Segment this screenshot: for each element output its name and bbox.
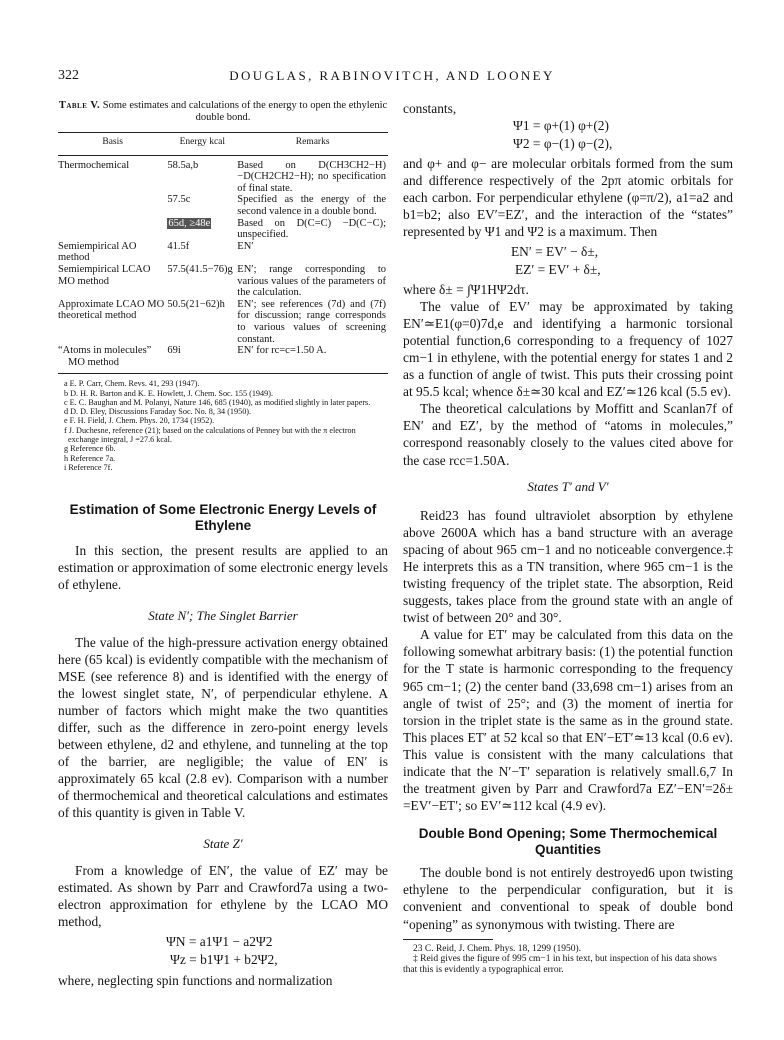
equation: EN′ = EV′ − δ±, xyxy=(511,243,599,259)
table-row xyxy=(58,241,388,264)
cell-remarks: Specified as the energy of the second valence in a double bond. xyxy=(237,194,386,217)
equation: EZ′ = EV′ + δ±, xyxy=(515,261,601,277)
cell-basis xyxy=(58,218,167,241)
subsection-heading: State N′; The Singlet Barrier xyxy=(148,607,298,623)
paragraph: From a knowledge of EN′, the value of EZ′ may be estimated. As shown by Parr and Crawford7a using a two-electron approximation for ethylene by the LCAO MO method, xyxy=(58,862,388,929)
paragraph: The double bond is not entirely destroyed6 upon twisting ethylene to the perpendicular configuration, but it is convenient and conventional to speak of double bond “opening” as synonymous with twisting. There are xyxy=(403,865,733,932)
footnote-rule xyxy=(403,939,493,940)
table-footnote: i Reference 7f. xyxy=(64,462,113,472)
paragraph: Reid23 has found ultraviolet absorption by ethylene above 2600A which has a band structure with an average spacing of about 965 cm−1 and no noticeable convergence.‡ He interprets this as a TN transition, where 965 cm−1 is the twisting frequency of the triplet state. The absorption, Reid suggests, takes place from the ground state with an angle of twist of between 20° and 30°. xyxy=(403,507,733,626)
cell-energy: 50.5(21−62)h xyxy=(167,298,225,310)
table-footnote: h Reference 7a. xyxy=(64,453,116,463)
cell-remarks: EN′ for rc=c=1.50 A. xyxy=(237,345,388,374)
footnote: 23 C. Reid, J. Chem. Phys. 18, 1299 (1950). xyxy=(413,943,582,954)
running-head: DOUGLAS, RABINOVITCH, AND LOONEY xyxy=(229,68,555,83)
cell-basis: Approximate LCAO MO theoretical method xyxy=(58,298,165,322)
table-caption-label: Table V. xyxy=(58,100,101,111)
table-footnote: a E. P. Carr, Chem. Revs. 41, 293 (1947). xyxy=(64,379,200,389)
table-caption-text: Some estimates and calculations of the energy to open the ethylenic double bond. xyxy=(102,100,388,123)
equation: Ψ2 = φ−(1) φ−(2), xyxy=(513,136,613,152)
paragraph: The theoretical calculations by Moffitt and Scanlan7f of EN′ and EZ′, by the method of “atoms in molecules,” correspond reasonably closely to the values cited above for the case rcc=1.50A. xyxy=(403,401,733,468)
table-row xyxy=(58,299,388,345)
cell-basis: Semiempirical LCAO MO method xyxy=(58,263,151,287)
paragraph: constants, xyxy=(403,101,457,116)
right-column xyxy=(403,100,733,975)
footnote: ‡ Reid gives the figure of 995 cm−1 in his text, but inspection of his data shows that this is evidently a typographical error. xyxy=(403,954,717,975)
equation: Ψ1 = φ+(1) φ+(2) xyxy=(513,118,609,134)
page-number: 322 xyxy=(58,68,79,83)
cell-energy: 58.5a,b xyxy=(167,159,199,171)
table-row xyxy=(58,264,388,299)
cell-remarks: EN′ xyxy=(237,240,254,252)
table-footnotes xyxy=(58,379,388,472)
paragraph: The value of the high-pressure activation energy obtained here (65 kcal) is evidently compatible with the mechanism of MSE (see reference 8) and is identified with the energy of the lowest singlet state, N′, of perpendicular ethylene. A number of factors which might make the two quantities differ, such as the difference in zero-point energy levels between ethylene, d2 and ethylene, and tunneling at the top of the barrier, are negligible; the value of EN′ is approximately 65 kcal (2.8 ev). Comparison with a number of thermochemical and theoretical calculations and estimates of this quantity is given in Table V. xyxy=(58,634,388,821)
cell-energy: 57.5c xyxy=(167,194,191,206)
table-footnote: c E. C. Baughan and M. Polanyi, Nature 146, 685 (1940), as modified slightly in later papers. xyxy=(64,397,371,407)
table-header-row xyxy=(58,133,388,156)
cell-basis xyxy=(58,194,167,217)
cell-remarks: Based on D(C=C) −D(C−C); unspecified. xyxy=(237,217,386,241)
table-footnote: b D. H. R. Barton and K. E. Howlett, J. Chem. Soc. 155 (1949). xyxy=(64,388,273,398)
paragraph: and φ+ and φ− are molecular orbitals formed from the sum and difference respectively of the 2pπ atomic orbitals for each carbon. For perpendicular ethylene (φ=π/2), a1=a2 and b1=b2; also EV′=EZ′, and the interaction of the “states” represented by Ψ1 and Ψ2 is a maximum. Then xyxy=(403,156,733,240)
col-header-remarks: Remarks xyxy=(237,133,388,156)
cell-energy-highlighted: 65d, ≥48e xyxy=(168,217,211,229)
table-footnote: d D. D. Eley, Discussions Faraday Soc. No. 8, 34 (1950). xyxy=(64,407,252,417)
cell-remarks: Based on D(CH3CH2−H) −D(CH2CH2−H); no specification of final state. xyxy=(237,159,386,194)
cell-basis-cont: MO method xyxy=(68,356,120,368)
table-row xyxy=(58,218,388,241)
section-heading: Estimation of Some Electronic Energy Levels of Ethylene xyxy=(69,502,377,534)
paragraph: A value for ET′ may be calculated from this data on the following somewhat arbitrary basis: (1) the potential function for the T state is harmonic corresponding to the frequency 965 cm−1; (2) the center band (33,698 cm−1) arises from an angle of twist of 25°; and (3) the moment of inertia for torsion in the triplet state is the same as in the ground state. This places ET′ at 52 kcal so that EN′−ET′≃13 kcal (0.6 ev). This value is consistent with the many calculations that indicate that the N′−T′ separation is relatively small.6,7 In the treatment given by Parr and Crawford7a EZ′−EN′=2δ± =EV′−ET′; so EV′≃112 kcal (4.9 ev). xyxy=(403,627,733,814)
table-footnote: f J. Duchesne, reference (21); based on the calculations of Penney but with the π electron exchange integral, J =27.6 kcal. xyxy=(64,425,356,445)
col-header-basis: Basis xyxy=(58,133,167,156)
cell-basis: Semiempirical AO method xyxy=(58,240,137,264)
left-column xyxy=(58,100,388,989)
cell-basis: “Atoms in molecules” xyxy=(58,345,152,357)
cell-energy: 57.5(41.5−76)g xyxy=(167,263,233,275)
section-heading: Double Bond Opening; Some Thermochemical Quantities xyxy=(418,826,718,858)
energy-table xyxy=(58,132,388,374)
col-header-energy: Energy kcal xyxy=(167,133,237,156)
cell-energy: 69i xyxy=(167,345,237,374)
paragraph: In this section, the present results are applied to an estimation or approximation of some electronic energy levels of ethylene. xyxy=(58,543,388,593)
equation: Ψz = b1Ψ1 + b2Ψ2, xyxy=(170,951,278,967)
table-row xyxy=(58,345,388,374)
table-row xyxy=(58,160,388,195)
cell-energy: 41.5f xyxy=(167,240,190,252)
cell-remarks: EN′; see references (7d) and (7f) for discussion; range corresponds to various values of screening constant. xyxy=(237,298,386,345)
paragraph: where, neglecting spin functions and normalization xyxy=(58,972,333,988)
table-footnote: e F. H. Field, J. Chem. Phys. 20, 1734 (1952). xyxy=(64,416,215,426)
subsection-heading: States T′ and V′ xyxy=(527,478,609,494)
cell-basis: Thermochemical xyxy=(58,159,130,171)
paragraph: The value of EV′ may be approximated by taking EN′≃E1(φ=0)7d,e and identifying a harmonic torsional potential function,6 corresponding to a frequency of 1027 cm−1 in ethylene, with the potential energy for states 1 and 2 as a function of angle of twist. This puts their crossing point at 95.5 kcal; whence δ±≃30 kcal and EZ′≃126 kcal (5.5 ev). xyxy=(403,298,733,400)
table-caption xyxy=(58,100,388,124)
table-row xyxy=(58,194,388,217)
table-footnote: g Reference 6b. xyxy=(64,444,116,454)
equation: ΨN = a1Ψ1 − a2Ψ2 xyxy=(166,933,273,949)
cell-remarks: EN′; range corresponding to various values of the parameters of the calculation. xyxy=(237,263,386,299)
paragraph: where δ± = ∫Ψ1HΨ2dτ. xyxy=(403,281,529,297)
subsection-heading: State Z′ xyxy=(203,835,243,851)
